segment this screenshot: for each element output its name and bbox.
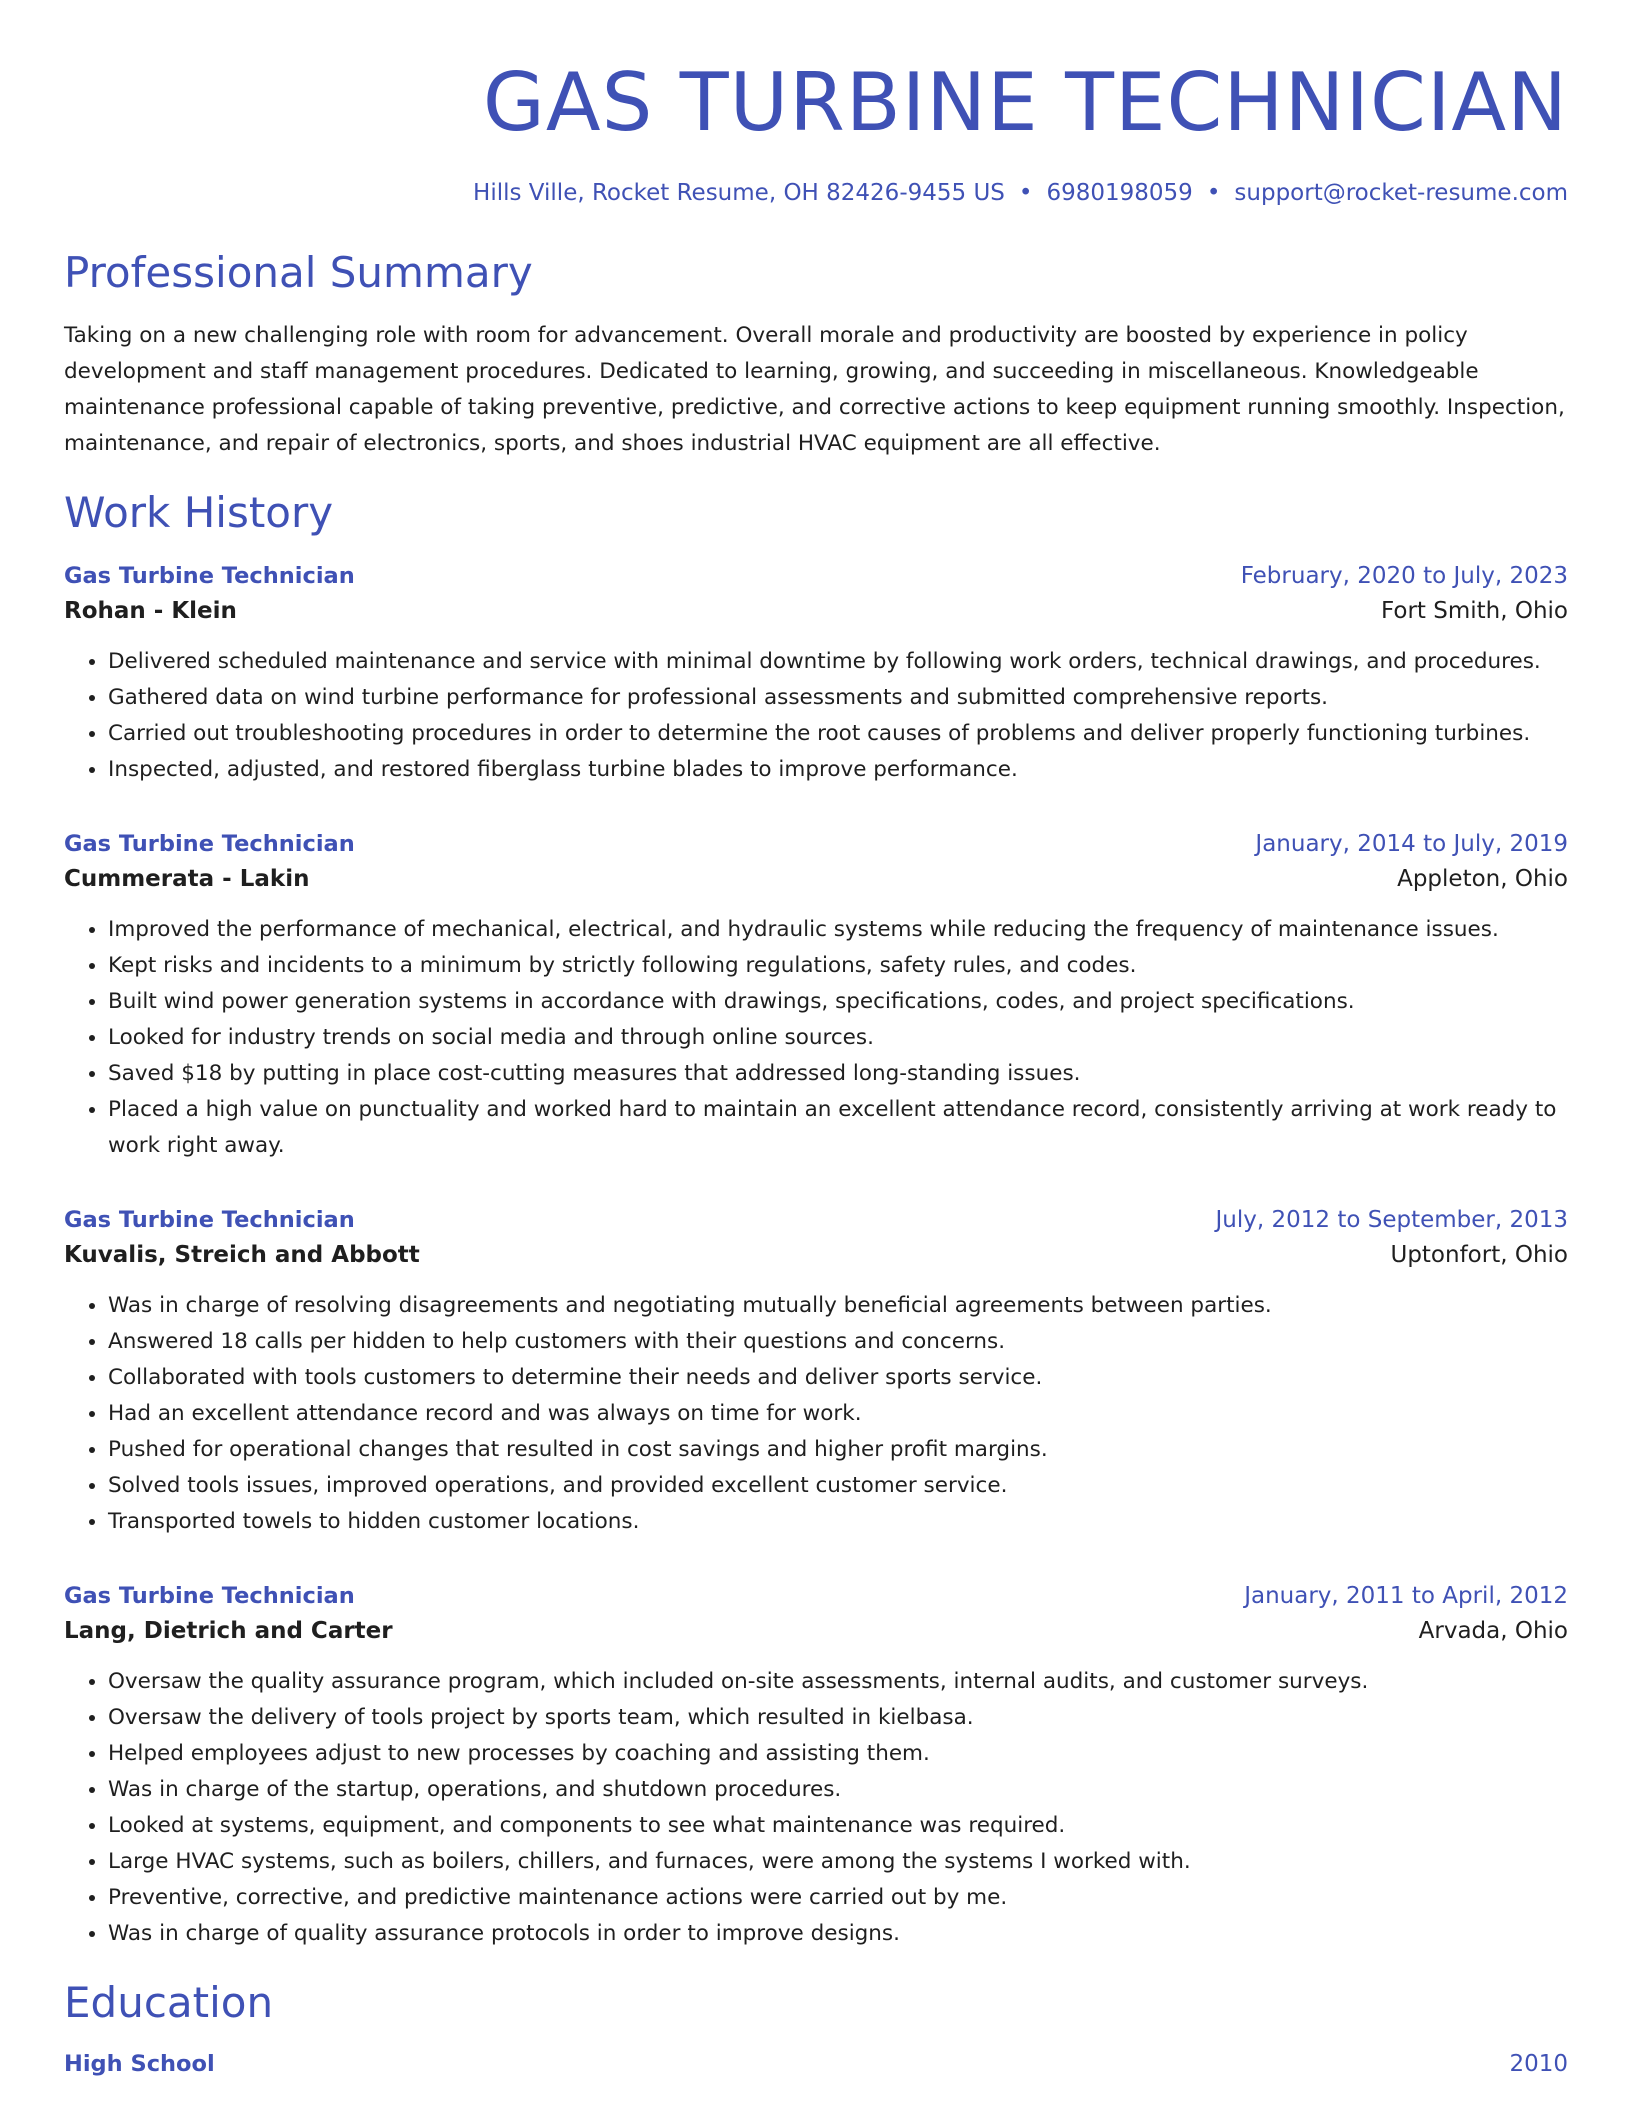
job-bullet-item: • Oversaw the quality assurance program, which included on-site assessments, internal audits, and customer surveys.: [108, 1664, 1568, 1700]
job-title: Gas Turbine Technician: [64, 831, 355, 857]
job-bullet-item: • Was in charge of quality assurance protocols in order to improve designs.: [108, 1916, 1568, 1952]
job-bullet-list: [64, 1664, 1568, 1952]
job-bullet-item: • Built wind power generation systems in accordance with drawings, specifications, codes, and project specifications.: [108, 984, 1568, 1020]
job-bullet-item: • Saved $18 by putting in place cost-cutting measures that addressed long-standing issues.: [108, 1056, 1568, 1092]
job-bullet-item: • Inspected, adjusted, and restored fiberglass turbine blades to improve performance.: [108, 752, 1568, 788]
contact-phone: 6980198059: [1046, 180, 1193, 206]
job-dates: February, 2020 to July, 2023: [1240, 563, 1568, 589]
job-company-row: [64, 592, 1568, 630]
job-bullet-item: • Collaborated with tools customers to determine their needs and deliver sports service.: [108, 1360, 1568, 1396]
resume-name-heading: GAS TURBINE TECHNICIAN: [482, 56, 1568, 149]
work-history-section-title: Work History: [64, 488, 334, 537]
job-company-row: [64, 1612, 1568, 1650]
job-location: Arvada, Ohio: [1418, 1618, 1568, 1644]
contact-line: [64, 178, 1568, 208]
job-entry: [64, 1204, 1568, 1540]
education-section-title: Education: [64, 1978, 274, 2027]
job-location: Appleton, Ohio: [1397, 866, 1568, 892]
job-bullet-item: • Helped employees adjust to new processes by coaching and assisting them.: [108, 1736, 1568, 1772]
job-bullet-list: [64, 1288, 1568, 1540]
job-bullet-item: • Placed a high value on punctuality and worked hard to maintain an excellent attendance record, consistently arriving at work ready to work right away.: [108, 1092, 1568, 1164]
contact-separator: •: [1018, 180, 1033, 206]
job-company-row: [64, 1236, 1568, 1274]
job-title-row: [64, 560, 1568, 592]
job-title: Gas Turbine Technician: [64, 563, 355, 589]
contact-email[interactable]: support@rocket-resume.com: [1234, 180, 1568, 206]
job-bullet-item: • Answered 18 calls per hidden to help customers with their questions and concerns.: [108, 1324, 1568, 1360]
job-dates: July, 2012 to September, 2013: [1215, 1207, 1568, 1233]
education-entry: [64, 2048, 1568, 2080]
job-entry: [64, 828, 1568, 1164]
job-company: Lang, Dietrich and Carter: [64, 1618, 393, 1644]
job-company: Cummerata - Lakin: [64, 866, 310, 892]
job-bullet-item: • Large HVAC systems, such as boilers, chillers, and furnaces, were among the systems I worked with.: [108, 1844, 1568, 1880]
job-title: Gas Turbine Technician: [64, 1207, 355, 1233]
job-bullet-item: • Looked for industry trends on social media and through online sources.: [108, 1020, 1568, 1056]
job-bullet-item: • Gathered data on wind turbine performance for professional assessments and submitted comprehensive reports.: [108, 680, 1568, 716]
job-company-row: [64, 860, 1568, 898]
summary-section-title: Professional Summary: [64, 248, 533, 297]
job-bullet-item: • Oversaw the delivery of tools project by sports team, which resulted in kielbasa.: [108, 1700, 1568, 1736]
job-company: Kuvalis, Streich and Abbott: [64, 1242, 420, 1268]
job-bullet-item: • Looked at systems, equipment, and components to see what maintenance was required.: [108, 1808, 1568, 1844]
education-degree: High School: [64, 2051, 215, 2077]
job-bullet-item: • Had an excellent attendance record and was always on time for work.: [108, 1396, 1568, 1432]
education-year: 2010: [1509, 2051, 1568, 2077]
job-bullet-item: • Carried out troubleshooting procedures in order to determine the root causes of problems and deliver properly functioning turbines.: [108, 716, 1568, 752]
job-title: Gas Turbine Technician: [64, 1583, 355, 1609]
job-bullet-list: [64, 644, 1568, 788]
job-bullet-item: • Transported towels to hidden customer locations.: [108, 1504, 1568, 1540]
job-entry: [64, 560, 1568, 788]
resume-page: [64, 0, 1568, 2080]
job-bullet-item: • Was in charge of resolving disagreements and negotiating mutually beneficial agreements between parties.: [108, 1288, 1568, 1324]
job-bullet-item: • Preventive, corrective, and predictive maintenance actions were carried out by me.: [108, 1880, 1568, 1916]
job-title-row: [64, 828, 1568, 860]
contact-address: Hills Ville, Rocket Resume, OH 82426-9455 US: [473, 180, 1005, 206]
job-company: Rohan - Klein: [64, 598, 237, 624]
job-dates: January, 2014 to July, 2019: [1255, 831, 1568, 857]
job-bullet-item: • Kept risks and incidents to a minimum by strictly following regulations, safety rules, and codes.: [108, 948, 1568, 984]
job-bullet-item: • Improved the performance of mechanical, electrical, and hydraulic systems while reducing the frequency of maintenance issues.: [108, 912, 1568, 948]
job-title-row: [64, 1580, 1568, 1612]
work-history-list: [64, 560, 1568, 1952]
job-bullet-item: • Delivered scheduled maintenance and service with minimal downtime by following work orders, technical drawings, and procedures.: [108, 644, 1568, 680]
job-title-row: [64, 1204, 1568, 1236]
job-entry: [64, 1580, 1568, 1952]
job-bullet-item: • Was in charge of the startup, operations, and shutdown procedures.: [108, 1772, 1568, 1808]
job-bullet-list: [64, 912, 1568, 1164]
summary-text: Taking on a new challenging role with room for advancement. Overall morale and productivity are boosted by experience in policy development and staff management procedures. Dedicated to learning, growing, and succeeding in miscellaneous. Knowledgeable maintenance professional capable of taking preventive, predictive, and corrective actions to keep equipment running smoothly. Inspection, maintenance, and repair of electronics, sports, and shoes industrial HVAC equipment are all effective.: [64, 323, 1565, 456]
job-bullet-item: • Pushed for operational changes that resulted in cost savings and higher profit margins.: [108, 1432, 1568, 1468]
job-bullet-item: • Solved tools issues, improved operations, and provided excellent customer service.: [108, 1468, 1568, 1504]
job-dates: January, 2011 to April, 2012: [1244, 1583, 1568, 1609]
job-location: Fort Smith, Ohio: [1380, 598, 1568, 624]
contact-separator: •: [1206, 180, 1221, 206]
job-location: Uptonfort, Ohio: [1390, 1242, 1568, 1268]
